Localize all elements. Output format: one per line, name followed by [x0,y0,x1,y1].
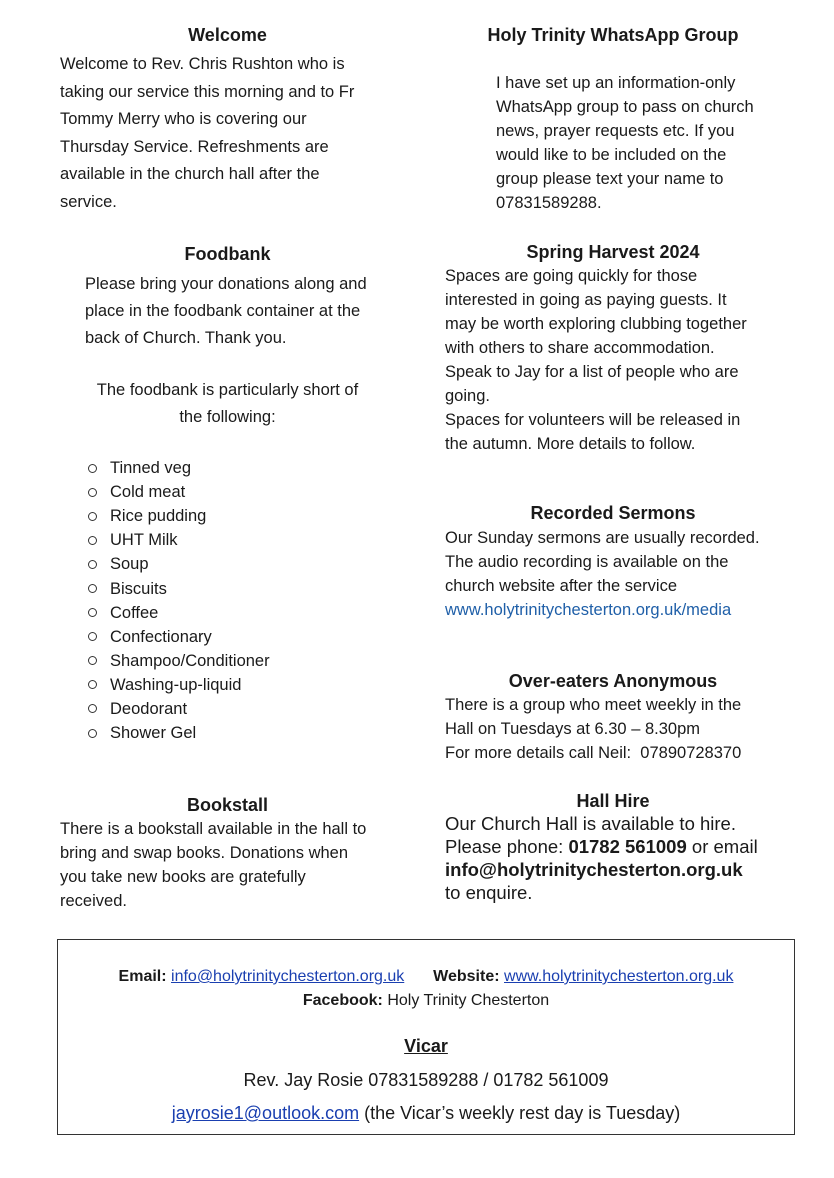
hall-hire-email[interactable]: info@holytrinitychesterton.org.uk [445,859,743,880]
sermons-media-link[interactable]: www.holytrinitychesterton.org.uk/media [445,601,732,619]
overeaters-section [445,670,781,765]
hall-hire-body [445,812,781,904]
bookstall-body [60,817,395,913]
welcome-line: Thursday Service. Refreshments are [60,137,329,156]
hall-hire-phone: 01782 561009 [568,836,687,857]
foodbank-line: back of Church. Thank you. [85,329,287,347]
footer-email-label: Email: [118,968,167,985]
sermons-body [445,526,781,622]
list-item [88,504,270,528]
whatsapp-line: news, prayer requests etc. If you [496,122,735,140]
vicar-email-line [58,1103,794,1124]
bookstall-line: There is a bookstall available in the hall to [60,820,367,838]
bullet-icon [88,656,97,665]
bullet-icon [88,512,97,521]
vicar-contact-line: Rev. Jay Rosie 07831589288 / 01782 561009 [243,1070,609,1090]
foodbank-body [85,271,395,352]
list-item [88,601,270,625]
list-item [88,528,270,552]
whatsapp-section [444,24,782,212]
bookstall-title: Bookstall [186,795,269,815]
footer-facebook-line [58,992,794,1010]
spring-harvest-line: may be worth exploring clubbing together [445,315,747,333]
list-item-label: Shampoo/Conditioner [110,651,270,670]
foodbank-shortage-intro [60,377,395,431]
whatsapp-line: 07831589288. [496,194,602,212]
list-item-label: Confectionary [110,627,212,646]
list-item [88,625,270,649]
list-item-label: Washing-up-liquid [110,675,242,694]
list-item [88,697,270,721]
spring-harvest-line: going. [445,387,490,405]
bullet-icon [88,704,97,713]
welcome-line: available in the church hall after the [60,165,320,183]
whatsapp-title: Holy Trinity WhatsApp Group [487,25,739,45]
list-item-label: Rice pudding [110,507,207,526]
hall-hire-line: Our Church Hall is available to hire. [445,813,736,834]
spring-harvest-line: Speak to Jay for a list of people who are [445,363,739,381]
whatsapp-line: would like to be included on the [496,146,727,164]
bullet-icon [88,560,97,569]
hall-hire-line: to enquire. [445,882,533,903]
welcome-title: Welcome [188,25,267,45]
bullet-icon [88,680,97,689]
welcome-section [60,24,395,216]
spring-harvest-line: interested in going as paying guests. It [445,291,727,309]
sermons-section [445,502,781,622]
bullet-icon [88,632,97,641]
list-item-label: Deodorant [110,699,188,718]
bullet-icon [88,536,97,545]
overeaters-line: For more details call Neil: 07890728370 [445,744,742,762]
list-item [88,649,270,673]
overeaters-title: Over-eaters Anonymous [508,671,718,691]
overeaters-line: There is a group who meet weekly in the [445,696,742,714]
sermons-line: church website after the service [445,577,678,595]
foodbank-shortage-line: the following: [179,408,276,426]
bookstall-line: received. [60,892,127,910]
footer-facebook-name: Holy Trinity Chesterton [387,992,550,1009]
hall-hire-phone-line [445,835,781,858]
foodbank-section [60,243,395,426]
foodbank-list [88,456,270,745]
whatsapp-body [496,71,780,215]
footer-contact-line [58,968,794,986]
welcome-body [60,51,395,216]
bullet-icon [88,608,97,617]
sermons-title: Recorded Sermons [530,503,696,523]
sermons-line: The audio recording is available on the [445,553,729,571]
list-item-label: Tinned veg [110,459,192,478]
foodbank-line: place in the foodbank container at the [85,302,361,320]
vicar-email-link[interactable]: jayrosie1@outlook.com [171,1103,360,1123]
spring-harvest-line: Spaces for volunteers will be released in [445,411,741,429]
welcome-line: Welcome to Rev. Chris Rushton who is [60,55,345,73]
list-item-label: Coffee [110,603,159,622]
sermons-line: Our Sunday sermons are usually recorded. [445,529,760,547]
spring-harvest-line: Spaces are going quickly for those [445,267,698,285]
spring-harvest-line: with others to share accommodation. [445,339,715,357]
hall-hire-title: Hall Hire [576,791,650,811]
list-item-label: UHT Milk [110,531,178,550]
footer-facebook-label: Facebook: [302,992,383,1009]
welcome-line: service. [60,192,117,211]
list-item-label: Cold meat [110,483,186,502]
list-item-label: Soup [110,555,149,574]
bookstall-line: you take new books are gratefully [60,868,306,886]
bullet-icon [88,488,97,497]
spring-harvest-section [445,241,781,456]
whatsapp-line: group please text your name to [496,170,724,188]
list-item [88,673,270,697]
bullet-icon [88,729,97,738]
bullet-icon [88,584,97,593]
hall-hire-phone-label: Please phone: [445,836,569,857]
whatsapp-line: WhatsApp group to pass on church [496,98,754,116]
foodbank-title: Foodbank [184,244,271,264]
foodbank-line: Please bring your donations along and [85,275,367,293]
whatsapp-line: I have set up an information-only [496,74,736,92]
foodbank-shortage-line: The foodbank is particularly short of [96,381,359,399]
footer-email-link[interactable]: info@holytrinitychesterton.org.uk [171,968,405,985]
contact-footer [57,939,795,1135]
welcome-line: taking our service this morning and to Fr [60,82,355,101]
hall-hire-section [445,790,781,904]
bookstall-line: bring and swap books. Donations when [60,844,349,862]
list-item [88,552,270,576]
welcome-line: Tommy Merry who is covering our [60,110,307,128]
list-item-label: Shower Gel [110,724,197,743]
list-item [88,721,270,745]
spring-harvest-body [445,264,781,456]
bookstall-section [60,794,395,913]
list-item [88,576,270,600]
list-item [88,456,270,480]
list-item [88,480,270,504]
overeaters-line: Hall on Tuesdays at 6.30 – 8.30pm [445,720,700,738]
vicar-rest-day-note: (the Vicar’s weekly rest day is Tuesday) [359,1103,681,1123]
spring-harvest-line: the autumn. More details to follow. [445,435,696,453]
footer-website-label: Website: [433,968,500,985]
overeaters-body [445,693,781,765]
vicar-heading: Vicar [404,1036,448,1056]
bullet-icon [88,464,97,473]
spring-harvest-title: Spring Harvest 2024 [526,242,700,262]
footer-website-link[interactable]: www.holytrinitychesterton.org.uk [504,968,734,985]
hall-hire-email-label: or email [686,836,758,857]
list-item-label: Biscuits [110,579,167,598]
